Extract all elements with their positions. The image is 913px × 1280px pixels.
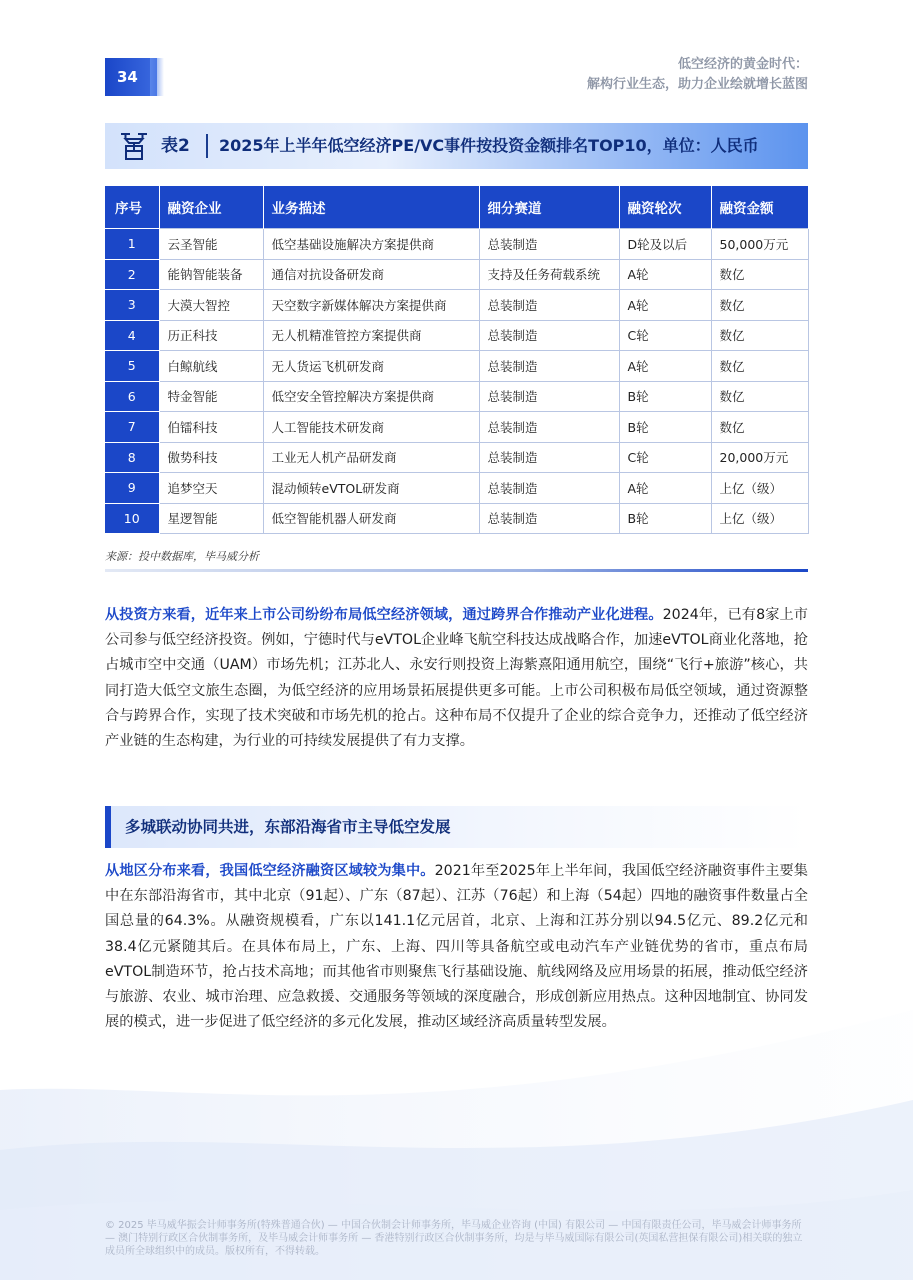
section-accent-bar [105,806,111,848]
cell-round: A轮 [619,473,711,504]
cell-amount: 50,000万元 [711,229,808,260]
investment-ranking-table [105,186,809,534]
running-header [587,55,808,95]
cell-round: A轮 [619,290,711,321]
cell-round: B轮 [619,381,711,412]
page-number: 34 [105,58,157,96]
table-label: 表2 [161,136,190,156]
table-row [105,412,808,443]
cell-amount: 上亿（级） [711,473,808,504]
cell-company: 特金智能 [159,381,263,412]
cell-segment: 总装制造 [479,229,619,260]
cell-segment: 总装制造 [479,351,619,382]
table-row [105,290,808,321]
paragraph2-lead: 从地区分布来看，我国低空经济融资区域较为集中。 [105,863,435,879]
banner-divider [206,134,208,158]
section-heading [105,806,808,848]
cell-segment: 总装制造 [479,473,619,504]
cell-rank: 10 [105,503,159,534]
table-row [105,259,808,290]
drone-package-icon [117,129,151,163]
col-header-business: 业务描述 [263,186,479,229]
cell-rank: 9 [105,473,159,504]
paragraph-investor-analysis [105,603,808,754]
copyright-footer: © 2025 毕马威华振会计师事务所(特殊普通合伙) — 中国合伙制会计师事务所，毕马威企业咨询 (中国) 有限公司 — 中国有限责任公司，毕马威会计师事务所 — 澳门特别行政区合伙制事务所，及毕马威会计师事务所 — 香港特别行政区合伙制事务所，均是与毕马威国际有限公司(英国私营担保有限公司)相关联的独立成员所全球组织中的成员。版权所有，不得转载。 [105,1220,803,1257]
cell-business: 混动倾转eVTOL研发商 [263,473,479,504]
cell-business: 工业无人机产品研发商 [263,442,479,473]
cell-company: 云圣智能 [159,229,263,260]
cell-business: 天空数字新媒体解决方案提供商 [263,290,479,321]
cell-amount: 20,000万元 [711,442,808,473]
cell-rank: 7 [105,412,159,443]
col-header-round: 融资轮次 [619,186,711,229]
cell-round: A轮 [619,259,711,290]
table-row [105,503,808,534]
cell-segment: 总装制造 [479,320,619,351]
cell-company: 白鲸航线 [159,351,263,382]
cell-business: 通信对抗设备研发商 [263,259,479,290]
cell-round: B轮 [619,503,711,534]
paragraph-regional-analysis [105,859,808,1035]
cell-amount: 数亿 [711,259,808,290]
section-title: 多城联动协同共进，东部沿海省市主导低空发展 [125,818,451,836]
cell-rank: 4 [105,320,159,351]
cell-amount: 上亿（级） [711,503,808,534]
cell-amount: 数亿 [711,412,808,443]
table-row [105,320,808,351]
table-title: 2025年上半年低空经济PE/VC事件按投资金额排名TOP10，单位：人民币 [219,136,759,155]
cell-rank: 3 [105,290,159,321]
cell-company: 追梦空天 [159,473,263,504]
cell-company: 星逻智能 [159,503,263,534]
table-source-note: 来源：投中数据库，毕马威分析 [105,550,259,563]
table-row [105,229,808,260]
table-row [105,351,808,382]
cell-round: D轮及以后 [619,229,711,260]
paragraph1-lead: 从投资方来看，近年来上市公司纷纷布局低空经济领域，通过跨界合作推动产业化进程。 [105,607,663,623]
cell-round: A轮 [619,351,711,382]
cell-rank: 5 [105,351,159,382]
paragraph2-body: 2021年至2025年上半年间，我国低空经济融资事件主要集中在东部沿海省市，其中北京（91起）、广东（87起）、江苏（76起）和上海（54起）四地的融资事件数量占全国总量的64.3%。从融资规模看，广东以141.1亿元居首，北京、上海和江苏分别以94.5亿元、89.2亿元和38.4亿元紧随其后。在具体布局上，广东、上海、四川等具备航空或电动汽车产业链优势的省市，重点布局eVTOL制造环节，抢占技术高地；而其他省市则聚焦飞行基础设施、航线网络及应用场景的拓展，推动低空经济与旅游、农业、城市治理、应急救援、交通服务等领域的深度融合，形成创新应用热点。这种因地制宜、协同发展的模式，进一步促进了低空经济的多元化发展，推动区域经济高质量转型发展。 [105,863,808,1031]
cell-amount: 数亿 [711,290,808,321]
cell-amount: 数亿 [711,351,808,382]
cell-segment: 总装制造 [479,290,619,321]
running-header-line2: 解构行业生态，助力企业绘就增长蓝图 [586,77,808,92]
cell-rank: 8 [105,442,159,473]
cell-rank: 2 [105,259,159,290]
col-header-amount: 融资金额 [711,186,808,229]
page-number-accent [150,58,164,96]
cell-amount: 数亿 [711,320,808,351]
cell-segment: 总装制造 [479,381,619,412]
cell-amount: 数亿 [711,381,808,412]
cell-round: B轮 [619,412,711,443]
cell-round: C轮 [619,442,711,473]
cell-business: 低空安全管控解决方案提供商 [263,381,479,412]
cell-business: 无人货运飞机研发商 [263,351,479,382]
col-header-rank: 序号 [105,186,159,229]
cell-company: 能钠智能装备 [159,259,263,290]
cell-segment: 总装制造 [479,442,619,473]
paragraph1-body: 2024年，已有8家上市公司参与低空经济投资。例如，宁德时代与eVTOL企业峰飞航空科技达成战略合作，加速eVTOL商业化落地，抢占城市空中交通（UAM）市场先机；江苏北人、永安行则投资上海紫熹阳通用航空，围绕“飞行+旅游”核心，共同打造大低空文旅生态圈，为低空经济的应用场景拓展提供更多可能。上市公司积极布局低空领域，通过资源整合与跨界合作，实现了技术突破和市场先机的抢占。这种布局不仅提升了企业的综合竞争力，还推动了低空经济产业链的生态构建，为行业的可持续发展提供了有力支撑。 [105,607,808,750]
table-row [105,442,808,473]
cell-business: 低空基础设施解决方案提供商 [263,229,479,260]
cell-rank: 1 [105,229,159,260]
table-row [105,473,808,504]
cell-rank: 6 [105,381,159,412]
source-divider [105,569,808,572]
cell-segment: 总装制造 [479,412,619,443]
col-header-company: 融资企业 [159,186,263,229]
table-row [105,381,808,412]
table-header-row [105,186,808,229]
cell-business: 无人机精准管控方案提供商 [263,320,479,351]
cell-round: C轮 [619,320,711,351]
cell-segment: 总装制造 [479,503,619,534]
cell-business: 低空智能机器人研发商 [263,503,479,534]
cell-segment: 支持及任务荷载系统 [479,259,619,290]
cell-business: 人工智能技术研发商 [263,412,479,443]
cell-company: 大漠大智控 [159,290,263,321]
running-header-line1: 低空经济的黄金时代： [677,57,808,72]
cell-company: 历正科技 [159,320,263,351]
cell-company: 傲势科技 [159,442,263,473]
table-banner [105,123,808,169]
col-header-segment: 细分赛道 [479,186,619,229]
cell-company: 伯镭科技 [159,412,263,443]
